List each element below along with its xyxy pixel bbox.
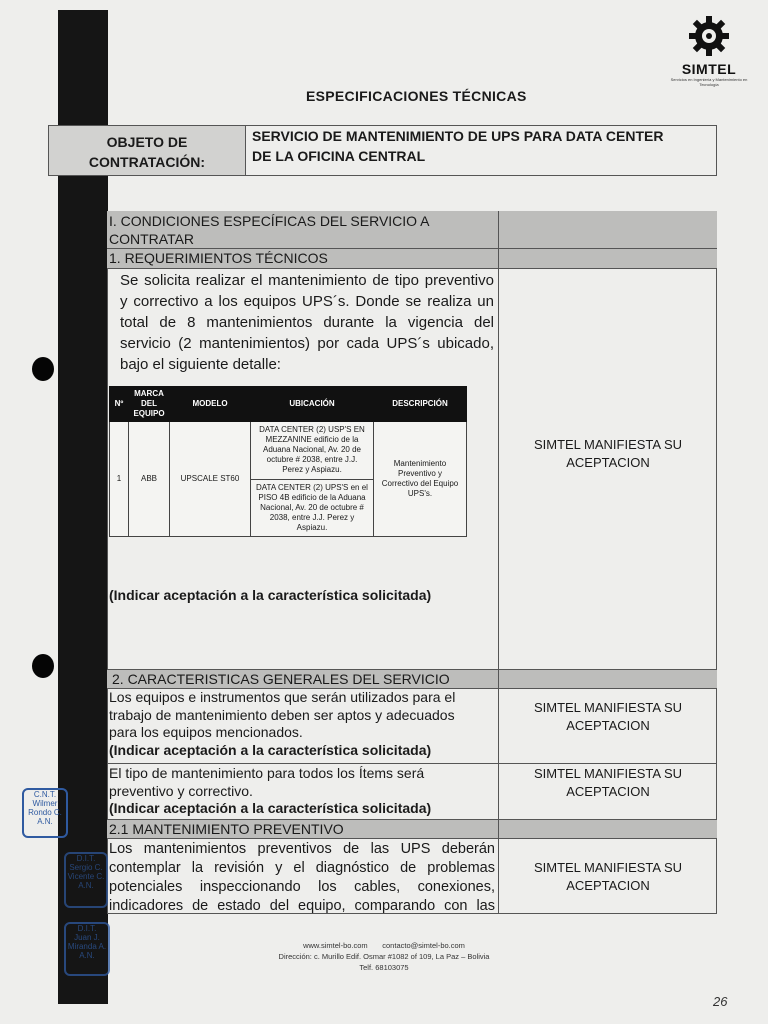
page-number: 26 [713, 994, 728, 1009]
col-brand-header: MARCA DEL EQUIPO [129, 387, 170, 422]
section1-subheader: 1. REQUERIMIENTOS TÉCNICOS [107, 249, 717, 269]
approval-stamp: C.N.T. Wilmer Rondo C. A.N. [22, 788, 68, 838]
footer-email: contacto@simtel-bo.com [382, 941, 465, 950]
contract-object-box [48, 125, 717, 176]
cell-brand: ABB [129, 422, 170, 537]
section21-answer: SIMTEL MANIFIESTA SU ACEPTACION [533, 860, 683, 893]
equipment-table [109, 386, 467, 537]
section2-item2: El tipo de mantenimiento para todos los Ítems será preventivo y correctivo. (Indicar aceptación a la característica solicitada) SIMTEL MANIFIESTA SU ACEPTACION [107, 764, 717, 820]
punch-hole [32, 654, 54, 678]
cell-n: 1 [110, 422, 129, 537]
section2-header: 2. CARACTERISTICAS GENERALES DEL SERVICIO [107, 670, 717, 689]
gear-icon [687, 14, 731, 58]
section21-body: Los mantenimientos preventivos de las UPS deberán contemplar la revisión y el diagnóstico de problemas potenciales inspeccionando los cables, conexiones, indicadores de estado del equipo, comparando con las SIMTEL MANIFIESTA SU ACEPTACION [107, 839, 717, 914]
section1-answer: SIMTEL MANIFIESTA SU ACEPTACION [533, 437, 683, 470]
contract-object-value: SERVICIO DE MANTENIMIENTO DE UPS PARA DATA CENTER DE LA OFICINA CENTRAL [252, 128, 664, 164]
page-footer [0, 940, 768, 973]
footer-website: www.simtel-bo.com [303, 941, 368, 950]
col-location-header: UBICACIÓN [251, 387, 374, 422]
cell-location-1: DATA CENTER (2) USP'S EN MEZZANINE edificio de la Aduana Nacional, Av. 20 de octubre # 2038, entre J.J. Perez y Aspiazu. [251, 422, 374, 480]
approval-stamp: D.I.T. Juan J. Miranda A. A.N. [64, 922, 110, 976]
company-name: SIMTEL [681, 61, 737, 77]
section21-header: 2.1 MANTENIMIENTO PREVENTIVO [107, 820, 717, 839]
col-n-header: Nº [110, 387, 129, 422]
approval-stamp: D.I.T. Sergio C. Vicente C. A.N. [64, 852, 108, 908]
cell-description: Mantenimiento Preventivo y Correctivo del Equipo UPS's. [374, 422, 467, 537]
punch-hole [32, 357, 54, 381]
table-row [110, 422, 467, 480]
contract-object-label: OBJETO DE CONTRATACIÓN: [49, 126, 246, 175]
section2-item2-answer: SIMTEL MANIFIESTA SU ACEPTACION [533, 766, 683, 799]
company-tagline: Servicios en Ingeniería y Mantenimiento en Tecnología [670, 77, 748, 87]
footer-address: Dirección: c. Murillo Edif. Osmar #1082 of 109, La Paz – Bolivia [278, 952, 490, 961]
section1-header: I. CONDICIONES ESPECÍFICAS DEL SERVICIO A CONTRATAR [107, 211, 717, 249]
document-title: ESPECIFICACIONES TÉCNICAS [306, 88, 527, 104]
section2-item1-answer: SIMTEL MANIFIESTA SU ACEPTACION [533, 700, 683, 733]
requirements-paragraph: Se solicita realizar el mantenimiento de tipo preventivo y correctivo a los equipos UPS´s. Donde se realiza un total de 8 mantenimientos durante la vigencia del servicio (2 mantenimientos) por cada UPS´s ubicado, bajo el siguiente detalle: [120, 272, 494, 373]
col-description-header: DESCRIPCIÓN [374, 387, 467, 422]
company-logo [664, 14, 754, 87]
col-model-header: MODELO [170, 387, 251, 422]
section2-item1: Los equipos e instrumentos que serán utilizados para el trabajo de mantenimiento deben ser aptos y adecuados para los equipos mencionados. (Indicar aceptación a la característica solicitada) SIMTEL MANIFIESTA SU ACEPTACION [107, 689, 717, 764]
cell-model: UPSCALE ST60 [170, 422, 251, 537]
cell-location-2: DATA CENTER (2) UPS'S en el PISO 4B edificio de la Aduana Nacional, Av. 20 de octubre # 2038, entre J.J. Perez y Aspiazu. [251, 479, 374, 537]
footer-phone: Telf. 68103075 [359, 963, 409, 972]
section1-note: (Indicar aceptación a la característica solicitada) [109, 587, 432, 603]
